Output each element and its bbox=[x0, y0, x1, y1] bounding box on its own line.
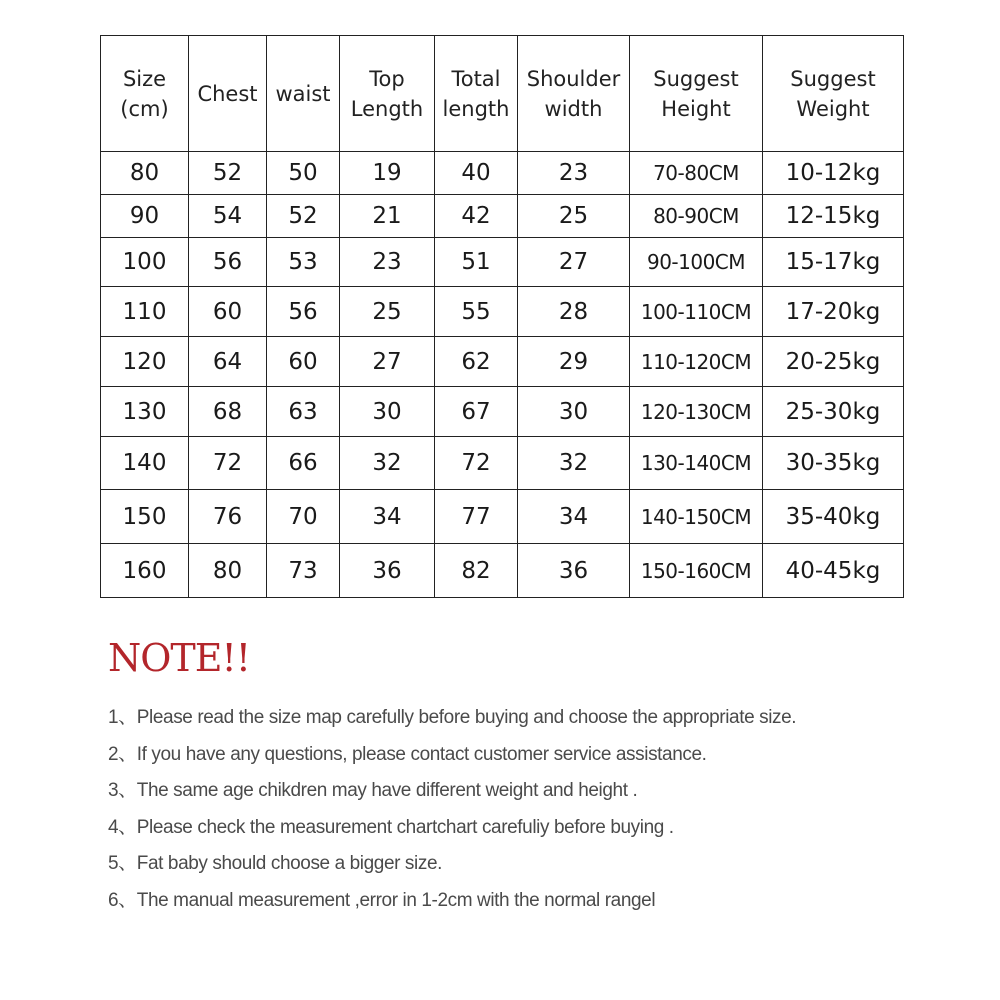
table-cell: 140 bbox=[101, 437, 189, 490]
table-cell: 36 bbox=[340, 544, 435, 598]
header-waist bbox=[267, 36, 340, 152]
size-chart-table bbox=[100, 35, 904, 598]
table-cell: 160 bbox=[101, 544, 189, 598]
table-cell: 40-45kg bbox=[763, 544, 904, 598]
header-chest bbox=[189, 36, 267, 152]
table-cell: 10-12kg bbox=[763, 152, 904, 195]
note-item: 2、If you have any questions, please contact customer service assistance. bbox=[108, 743, 707, 765]
table-cell: 23 bbox=[518, 152, 630, 195]
note-item: 3、The same age chikdren may have different weight and height . bbox=[108, 780, 638, 801]
header-label: Suggest Weight bbox=[790, 66, 876, 121]
table-cell: 110-120CM bbox=[630, 337, 763, 387]
header-suggest-weight bbox=[763, 36, 904, 152]
table-cell: 12-15kg bbox=[763, 195, 904, 238]
table-cell: 72 bbox=[189, 437, 267, 490]
table-cell: 66 bbox=[267, 437, 340, 490]
table-cell: 80-90CM bbox=[630, 195, 763, 238]
table-cell: 30 bbox=[340, 387, 435, 437]
header-label: Size (cm) bbox=[120, 66, 169, 121]
table-cell: 15-17kg bbox=[763, 238, 904, 287]
header-label: Suggest Height bbox=[653, 66, 739, 121]
note-item: 1、Please read the size map carefully before buying and choose the appropriate size. bbox=[108, 707, 797, 728]
note-item: 5、Fat baby should choose a bigger size. bbox=[108, 853, 442, 874]
table-cell: 40 bbox=[435, 152, 518, 195]
header-suggest-height bbox=[630, 36, 763, 152]
table-cell: 62 bbox=[435, 337, 518, 387]
table-cell: 51 bbox=[435, 238, 518, 287]
header-label: Top Length bbox=[350, 66, 424, 121]
header-label: Total length bbox=[442, 66, 510, 121]
table-cell: 25 bbox=[340, 287, 435, 337]
table-cell: 52 bbox=[267, 195, 340, 238]
table-cell: 28 bbox=[518, 287, 630, 337]
table-cell: 53 bbox=[267, 238, 340, 287]
table-cell: 50 bbox=[267, 152, 340, 195]
table-cell: 52 bbox=[189, 152, 267, 195]
table-row bbox=[101, 238, 904, 287]
table-cell: 55 bbox=[435, 287, 518, 337]
table-cell: 80 bbox=[101, 152, 189, 195]
table-cell: 140-150CM bbox=[630, 490, 763, 544]
table-cell: 110 bbox=[101, 287, 189, 337]
table-row bbox=[101, 195, 904, 238]
table-cell: 82 bbox=[435, 544, 518, 598]
table-cell: 64 bbox=[189, 337, 267, 387]
table-cell: 90 bbox=[101, 195, 189, 238]
table-cell: 130-140CM bbox=[630, 437, 763, 490]
table-cell: 19 bbox=[340, 152, 435, 195]
table-cell: 130 bbox=[101, 387, 189, 437]
table-cell: 35-40kg bbox=[763, 490, 904, 544]
header-shoulder-width bbox=[518, 36, 630, 152]
table-cell: 56 bbox=[189, 238, 267, 287]
table-cell: 150 bbox=[101, 490, 189, 544]
table-cell: 34 bbox=[518, 490, 630, 544]
table-cell: 30-35kg bbox=[763, 437, 904, 490]
note-list bbox=[108, 700, 796, 919]
table-cell: 54 bbox=[189, 195, 267, 238]
table-cell: 68 bbox=[189, 387, 267, 437]
table-cell: 27 bbox=[518, 238, 630, 287]
table-cell: 120-130CM bbox=[630, 387, 763, 437]
table-cell: 70-80CM bbox=[630, 152, 763, 195]
table-cell: 67 bbox=[435, 387, 518, 437]
table-cell: 27 bbox=[340, 337, 435, 387]
table-row bbox=[101, 337, 904, 387]
table-row bbox=[101, 152, 904, 195]
table-cell: 23 bbox=[340, 238, 435, 287]
table-cell: 25-30kg bbox=[763, 387, 904, 437]
table-row bbox=[101, 387, 904, 437]
table-cell: 120 bbox=[101, 337, 189, 387]
table-cell: 76 bbox=[189, 490, 267, 544]
table-cell: 90-100CM bbox=[630, 238, 763, 287]
table-cell: 32 bbox=[340, 437, 435, 490]
header-label: waist bbox=[275, 81, 331, 106]
note-title: NOTE!! bbox=[108, 636, 251, 680]
header-size bbox=[101, 36, 189, 152]
table-cell: 42 bbox=[435, 195, 518, 238]
table-cell: 20-25kg bbox=[763, 337, 904, 387]
table-cell: 100-110CM bbox=[630, 287, 763, 337]
header-label: Chest bbox=[197, 81, 258, 106]
table-cell: 34 bbox=[340, 490, 435, 544]
note-item: 6、The manual measurement ,error in 1-2cm with the normal rangel bbox=[108, 889, 656, 911]
table-row bbox=[101, 287, 904, 337]
table-cell: 150-160CM bbox=[630, 544, 763, 598]
table-cell: 21 bbox=[340, 195, 435, 238]
table-row bbox=[101, 490, 904, 544]
table-cell: 77 bbox=[435, 490, 518, 544]
table-cell: 60 bbox=[189, 287, 267, 337]
table-cell: 30 bbox=[518, 387, 630, 437]
table-cell: 36 bbox=[518, 544, 630, 598]
table-cell: 100 bbox=[101, 238, 189, 287]
header-top-length bbox=[340, 36, 435, 152]
table-cell: 17-20kg bbox=[763, 287, 904, 337]
header-label: Shoulder width bbox=[526, 66, 621, 121]
table-cell: 25 bbox=[518, 195, 630, 238]
table-cell: 60 bbox=[267, 337, 340, 387]
table-cell: 63 bbox=[267, 387, 340, 437]
table-cell: 29 bbox=[518, 337, 630, 387]
table-cell: 32 bbox=[518, 437, 630, 490]
table-row bbox=[101, 437, 904, 490]
table-cell: 80 bbox=[189, 544, 267, 598]
table-row bbox=[101, 544, 904, 598]
header-total-length bbox=[435, 36, 518, 152]
table-cell: 72 bbox=[435, 437, 518, 490]
table-cell: 73 bbox=[267, 544, 340, 598]
table-body bbox=[101, 152, 904, 598]
table-cell: 56 bbox=[267, 287, 340, 337]
table-header-row bbox=[101, 36, 904, 152]
note-item: 4、Please check the measurement chartchart carefuliy before buying . bbox=[108, 816, 674, 838]
table-cell: 70 bbox=[267, 490, 340, 544]
